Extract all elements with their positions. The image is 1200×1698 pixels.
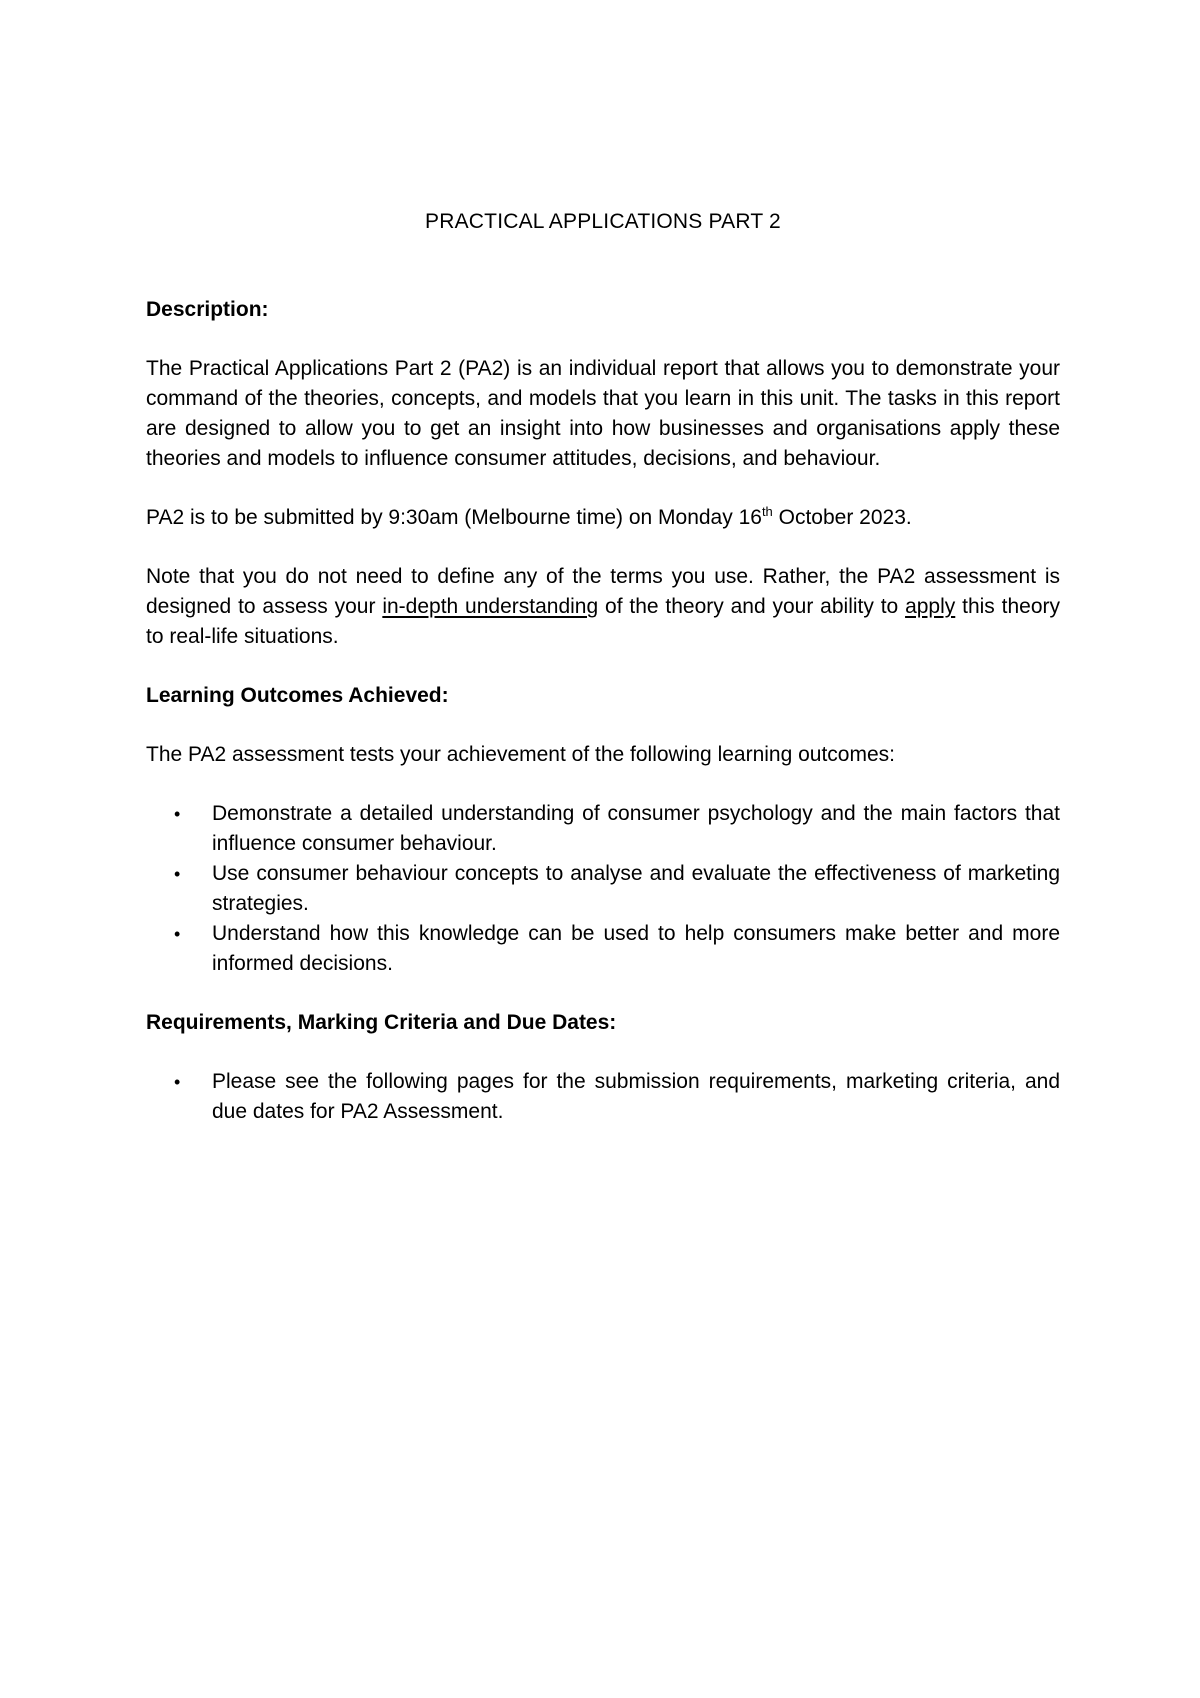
note-text-2: of the theory and your ability to	[598, 595, 906, 618]
note-text-3: this theory to real-life situations.	[146, 595, 1060, 648]
note-underline-apply: apply	[905, 595, 956, 618]
due-date-paragraph	[146, 503, 1060, 533]
bullet-icon: •	[174, 1072, 181, 1092]
list-item	[146, 859, 1060, 919]
outcomes-list	[146, 799, 1060, 979]
note-text-1: Note that you do not need to define any of the terms you use. Rather, the PA2 assessment is designed to assess your	[146, 565, 1060, 618]
document-title: PRACTICAL APPLICATIONS PART 2	[425, 210, 781, 233]
due-date-text-end: October 2023.	[772, 506, 912, 529]
outcome-text: Understand how this knowledge can be used to help consumers make better and more informed decisions.	[212, 922, 1060, 975]
requirement-text: Please see the following pages for the submission requirements, marketing criteria, and due dates for PA2 Assessment.	[212, 1070, 1060, 1123]
note-paragraph	[146, 562, 1060, 652]
outcome-text: Use consumer behaviour concepts to analyse and evaluate the effectiveness of marketing strategies.	[212, 862, 1060, 915]
due-date-ordinal: th	[761, 504, 773, 519]
due-date-text: PA2 is to be submitted by 9:30am (Melbourne time) on Monday 16	[146, 506, 762, 529]
requirements-heading: Requirements, Marking Criteria and Due Dates:	[146, 1011, 617, 1034]
bullet-icon: •	[174, 924, 181, 944]
bullet-icon: •	[174, 864, 181, 884]
outcomes-intro: The PA2 assessment tests your achievement of the following learning outcomes:	[146, 743, 895, 766]
note-underline-understanding: in-depth understanding	[382, 595, 599, 618]
description-paragraph: The Practical Applications Part 2 (PA2) is an individual report that allows you to demonstrate your command of the theories, concepts, and models that you learn in this unit. The tasks in this report are designed to allow you to get an insight into how businesses and organisations apply these theories and models to influence consumer attitudes, decisions, and behaviour.	[146, 357, 1060, 470]
document-body	[146, 207, 1060, 1156]
bullet-icon: •	[174, 804, 181, 824]
outcomes-heading: Learning Outcomes Achieved:	[146, 684, 449, 707]
requirements-list	[146, 1067, 1060, 1127]
list-item	[146, 799, 1060, 859]
description-heading: Description:	[146, 298, 269, 321]
outcome-text: Demonstrate a detailed understanding of consumer psychology and the main factors that influence consumer behaviour.	[212, 802, 1060, 855]
list-item	[146, 1067, 1060, 1127]
list-item	[146, 919, 1060, 979]
